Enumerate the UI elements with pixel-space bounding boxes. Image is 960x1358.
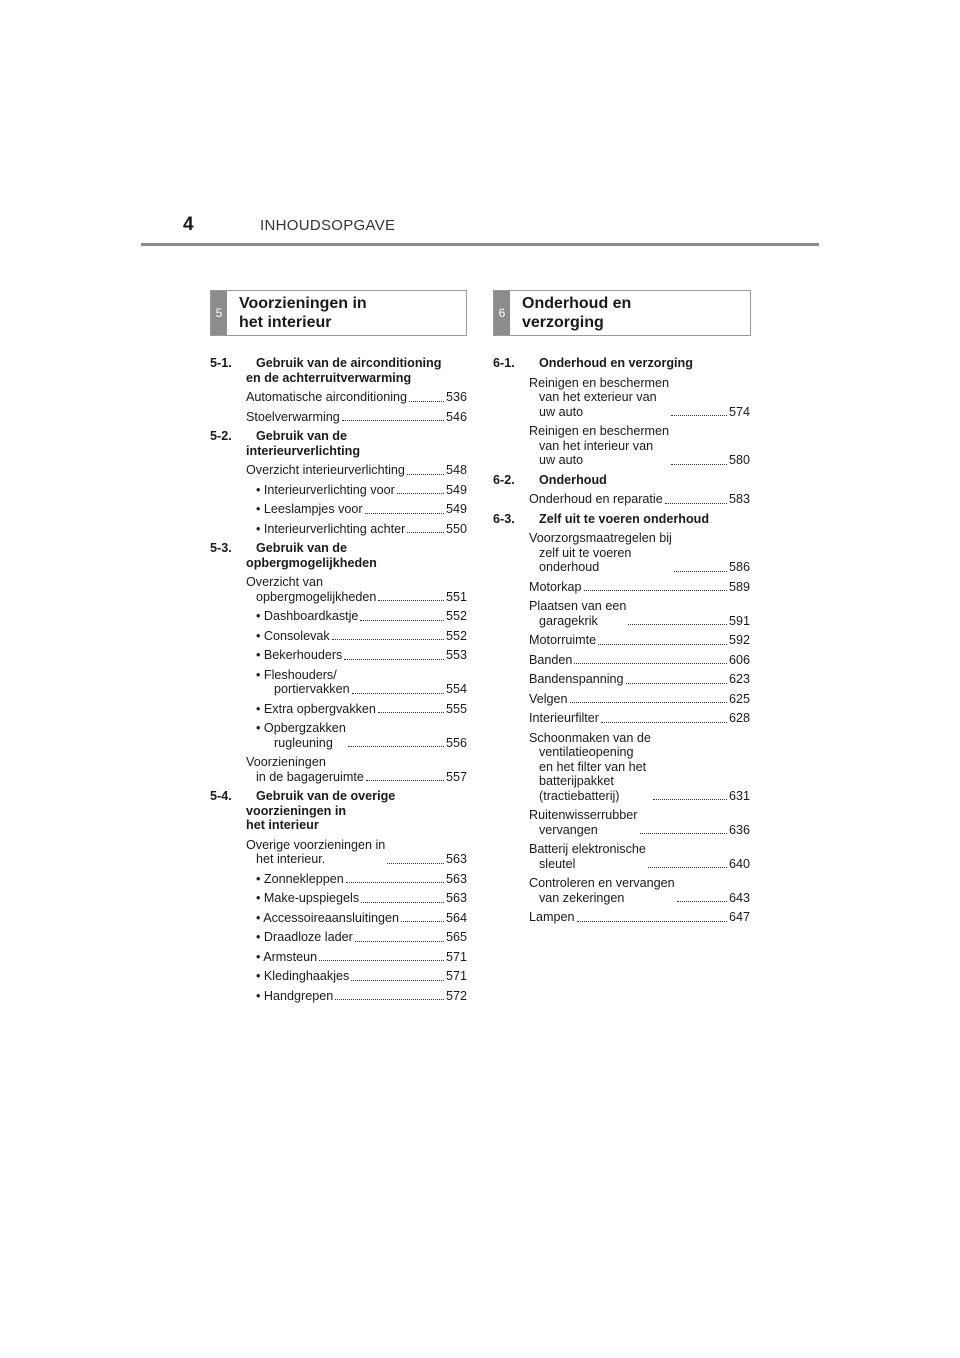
- toc-entry-title: Schoonmaken van de ventilatieopening en het filter van het batterijpakket (tractiebatterij): [529, 730, 651, 803]
- toc-dot-leader: [387, 863, 444, 864]
- toc-dot-leader: [648, 867, 727, 868]
- toc-page-number: 571: [445, 969, 467, 983]
- toc-dot-leader: [348, 746, 444, 747]
- toc-entry[interactable]: [529, 692, 750, 707]
- toc-entry[interactable]: [246, 502, 467, 517]
- toc-entry-title: Batterij elektronische sleutel: [529, 842, 646, 871]
- toc-group-title[interactable]: Gebruik van de airconditioning en de achterruitverwarming: [246, 356, 442, 385]
- toc-dot-leader: [344, 659, 444, 660]
- toc-page-number: 647: [728, 910, 750, 924]
- toc-page-number: 546: [445, 409, 467, 424]
- toc-entry[interactable]: [246, 629, 467, 644]
- toc-page-number: 571: [445, 949, 467, 964]
- toc-page-number: 563: [445, 871, 467, 886]
- toc-entry-title: Plaatsen van een garagekrik: [529, 599, 627, 628]
- running-head: INHOUDSOPGAVE: [260, 217, 396, 234]
- toc-dot-leader: [351, 980, 444, 981]
- toc-entry[interactable]: [529, 910, 750, 925]
- toc-page-number: 640: [728, 856, 750, 871]
- toc-group: [210, 541, 467, 784]
- toc-dot-leader: [346, 882, 444, 883]
- toc-page-number: 564: [445, 910, 467, 925]
- toc-page-number: 554: [445, 682, 467, 696]
- toc-page-number: 553: [445, 648, 467, 662]
- section-tab-5: 5: [211, 291, 227, 335]
- toc-entry[interactable]: [246, 838, 467, 867]
- toc-page-number: 606: [728, 652, 750, 667]
- toc-dot-leader: [342, 420, 444, 421]
- toc-dot-leader: [674, 571, 727, 572]
- toc-dot-leader: [626, 683, 727, 684]
- toc-entry[interactable]: [529, 731, 750, 804]
- toc-entry-title: Overzicht interieurverlichting: [246, 463, 405, 477]
- toc-entry-title: Stoelverwarming: [246, 409, 340, 424]
- toc-dot-leader: [584, 590, 727, 591]
- toc-entry[interactable]: [529, 633, 750, 648]
- toc-dot-leader: [352, 693, 444, 694]
- toc-entry-title: • Bekerhouders: [256, 648, 343, 662]
- toc-dot-leader: [361, 902, 444, 903]
- toc-page-number: 636: [728, 822, 750, 837]
- toc-page-number: 631: [728, 788, 750, 803]
- toc-entry[interactable]: [246, 989, 467, 1004]
- header-rule: [141, 243, 819, 246]
- toc-dot-leader: [628, 624, 727, 625]
- toc-page-number: 557: [445, 769, 467, 784]
- toc-entry-title: • Dashboardkastje: [256, 609, 359, 623]
- toc-group-title[interactable]: Gebruik van de interieurverlichting: [246, 429, 361, 458]
- toc-entry-title: • Extra opbergvakken: [256, 701, 376, 716]
- toc-page-number: 591: [728, 613, 750, 628]
- toc-entry-title: • Handgrepen: [256, 988, 334, 1003]
- toc-dot-leader: [653, 799, 727, 800]
- toc-entry[interactable]: [246, 648, 467, 663]
- toc-entry-title: Overzicht van opbergmogelijkheden: [246, 575, 377, 604]
- toc-entry[interactable]: [246, 891, 467, 906]
- toc-entry-title: Motorruimte: [529, 633, 597, 647]
- toc-group-number: 6-2.: [493, 472, 515, 487]
- toc-page-number: 549: [445, 482, 467, 497]
- toc-dot-leader: [378, 712, 444, 713]
- toc-group-title[interactable]: Onderhoud: [539, 472, 607, 487]
- toc-page-number: 574: [728, 404, 750, 419]
- toc-dot-leader: [332, 639, 444, 640]
- toc-entry[interactable]: [246, 390, 467, 405]
- toc-entry-title: Motorkap: [529, 579, 582, 594]
- toc-group: [210, 789, 467, 1003]
- toc-entry-title: • Kledinghaakjes: [256, 969, 350, 983]
- section-tab-6: 6: [494, 291, 510, 335]
- toc-group: [493, 473, 750, 507]
- toc-dot-leader: [378, 600, 444, 601]
- toc-entry-title: Interieurfilter: [529, 711, 599, 725]
- toc-entry[interactable]: [246, 463, 467, 478]
- toc-dot-leader: [665, 503, 727, 504]
- toc-dot-leader: [671, 415, 727, 416]
- toc-entry[interactable]: [529, 711, 750, 726]
- toc-entry-title: Velgen: [529, 691, 568, 706]
- toc-column-section-6: [493, 290, 750, 930]
- toc-page-number: 556: [445, 735, 467, 750]
- toc-dot-leader: [319, 960, 444, 961]
- toc-entry[interactable]: [246, 410, 467, 425]
- toc-entry-title: • Accessoireaansluitingen: [256, 910, 400, 925]
- toc-entry[interactable]: [529, 424, 750, 468]
- toc-entry-title: • Make-upspiegels: [256, 891, 360, 905]
- toc-page-number: 563: [445, 852, 467, 866]
- section-title-6: Onderhoud en verzorging: [522, 295, 632, 331]
- toc-group-title[interactable]: Onderhoud en verzorging: [539, 356, 693, 370]
- toc-dot-leader: [365, 513, 444, 514]
- toc-dot-leader: [570, 702, 727, 703]
- toc-entry-title: Banden: [529, 652, 573, 667]
- toc-dot-leader: [407, 532, 444, 533]
- toc-page-number: 552: [445, 628, 467, 643]
- toc-entry[interactable]: [529, 376, 750, 420]
- toc-entry[interactable]: [246, 872, 467, 887]
- toc-entry[interactable]: [529, 531, 750, 575]
- toc-page-number: 563: [445, 891, 467, 905]
- toc-page-number: 555: [445, 701, 467, 716]
- toc-entry-title: Controleren en vervangen van zekeringen: [529, 876, 675, 905]
- toc-page-number: 580: [728, 453, 750, 467]
- toc-dot-leader: [671, 464, 727, 465]
- toc-entry-title: • Zonnekleppen: [256, 871, 344, 886]
- toc-entry-title: Automatische airconditioning: [246, 390, 408, 404]
- toc-dot-leader: [360, 620, 444, 621]
- toc-entry-title: • Consolevak: [256, 628, 330, 643]
- toc-entry[interactable]: [529, 808, 750, 837]
- section-header-6: [493, 290, 751, 336]
- toc-entry[interactable]: [246, 755, 467, 784]
- toc-dot-leader: [640, 833, 727, 834]
- toc-dot-leader: [577, 921, 727, 922]
- toc-dot-leader: [401, 921, 444, 922]
- toc-group-title[interactable]: Gebruik van de overige voorzieningen in het interieur: [246, 789, 396, 832]
- toc-entry[interactable]: [529, 842, 750, 871]
- toc-group-title[interactable]: Gebruik van de opbergmogelijkheden: [246, 541, 377, 570]
- toc-page-number: 551: [445, 589, 467, 604]
- toc-entry[interactable]: [246, 969, 467, 984]
- toc-entry[interactable]: [529, 580, 750, 595]
- toc-list-6: [493, 356, 750, 925]
- toc-dot-leader: [598, 644, 727, 645]
- toc-column-section-5: [210, 290, 467, 1008]
- toc-dot-leader: [366, 780, 444, 781]
- toc-entry[interactable]: [246, 609, 467, 624]
- toc-dot-leader: [397, 493, 444, 494]
- toc-entry[interactable]: [246, 721, 467, 750]
- toc-page-number: 586: [728, 560, 750, 574]
- page-number: 4: [183, 214, 194, 235]
- toc-group-number: 6-1.: [493, 356, 515, 370]
- toc-group: [210, 356, 467, 424]
- toc-entry[interactable]: [246, 668, 467, 697]
- toc-group-number: 6-3.: [493, 511, 515, 526]
- toc-group: [493, 512, 750, 925]
- section-header-5: [210, 290, 467, 336]
- toc-page-number: 583: [728, 492, 750, 506]
- toc-group-number: 5-3.: [210, 541, 232, 555]
- toc-group: [493, 356, 750, 468]
- toc-entry-title: Ruitenwisserrubber vervangen: [529, 808, 638, 837]
- toc-group-number: 5-2.: [210, 429, 232, 443]
- section-title-5: Voorzieningen in het interieur: [239, 295, 367, 331]
- toc-page-number: 565: [445, 930, 467, 944]
- toc-entry[interactable]: [246, 522, 467, 537]
- toc-page-number: 592: [728, 633, 750, 647]
- toc-entry-title: • Interieurverlichting voor: [256, 482, 395, 497]
- toc-dot-leader: [601, 722, 727, 723]
- toc-entry-title: Reinigen en beschermen van het interieur van uw auto: [529, 424, 670, 467]
- toc-dot-leader: [574, 663, 727, 664]
- toc-entry[interactable]: [529, 653, 750, 668]
- toc-dot-leader: [407, 474, 444, 475]
- toc-entry[interactable]: [246, 950, 467, 965]
- toc-entry[interactable]: [246, 930, 467, 945]
- toc-entry-title: • Opbergzakken rugleuning: [256, 721, 346, 750]
- toc-entry-title: • Interieurverlichting achter: [256, 521, 406, 536]
- toc-page-number: 536: [445, 390, 467, 404]
- toc-dot-leader: [677, 901, 727, 902]
- toc-entry[interactable]: [246, 483, 467, 498]
- toc-dot-leader: [335, 999, 444, 1000]
- toc-group-title[interactable]: Zelf uit te voeren onderhoud: [539, 511, 710, 526]
- toc-page-number: 549: [445, 502, 467, 516]
- toc-entry-title: Reinigen en beschermen van het exterieur van uw auto: [529, 375, 670, 419]
- toc-group-number: 5-1.: [210, 356, 232, 370]
- toc-entry-title: Voorzieningen in de bagageruimte: [246, 755, 364, 784]
- toc-entry-title: • Armsteun: [256, 949, 318, 964]
- toc-entry[interactable]: [246, 911, 467, 926]
- toc-entry[interactable]: [529, 599, 750, 628]
- toc-entry-title: • Fleshouders/ portiervakken: [256, 667, 350, 696]
- toc-page-number: 623: [728, 672, 750, 686]
- toc-page-number: 572: [445, 988, 467, 1003]
- toc-entry[interactable]: [529, 876, 750, 905]
- toc-entry[interactable]: [246, 702, 467, 717]
- toc-entry[interactable]: [529, 672, 750, 687]
- toc-page-number: 550: [445, 521, 467, 536]
- toc-entry[interactable]: [529, 492, 750, 507]
- toc-dot-leader: [409, 401, 444, 402]
- toc-page-number: 628: [728, 711, 750, 725]
- toc-group-number: 5-4.: [210, 789, 232, 803]
- toc-page-number: 643: [728, 890, 750, 905]
- toc-dot-leader: [355, 941, 444, 942]
- toc-entry-title: Voorzorgsmaatregelen bij zelf uit te voeren onderhoud: [529, 531, 672, 574]
- toc-entry-title: Bandenspanning: [529, 672, 624, 686]
- toc-page-number: 552: [445, 609, 467, 623]
- toc-entry-title: • Draadloze lader: [256, 930, 353, 944]
- toc-entry-title: Lampen: [529, 910, 575, 924]
- toc-entry-title: Overige voorzieningen in het interieur.: [246, 837, 386, 866]
- toc-page-number: 625: [728, 691, 750, 706]
- toc-list-5: [210, 356, 467, 1003]
- toc-entry[interactable]: [246, 575, 467, 604]
- toc-page-number: 589: [728, 579, 750, 594]
- toc-page-number: 548: [445, 463, 467, 477]
- toc-entry-title: • Leeslampjes voor: [256, 502, 363, 516]
- toc-entry-title: Onderhoud en reparatie: [529, 492, 663, 506]
- toc-group: [210, 429, 467, 536]
